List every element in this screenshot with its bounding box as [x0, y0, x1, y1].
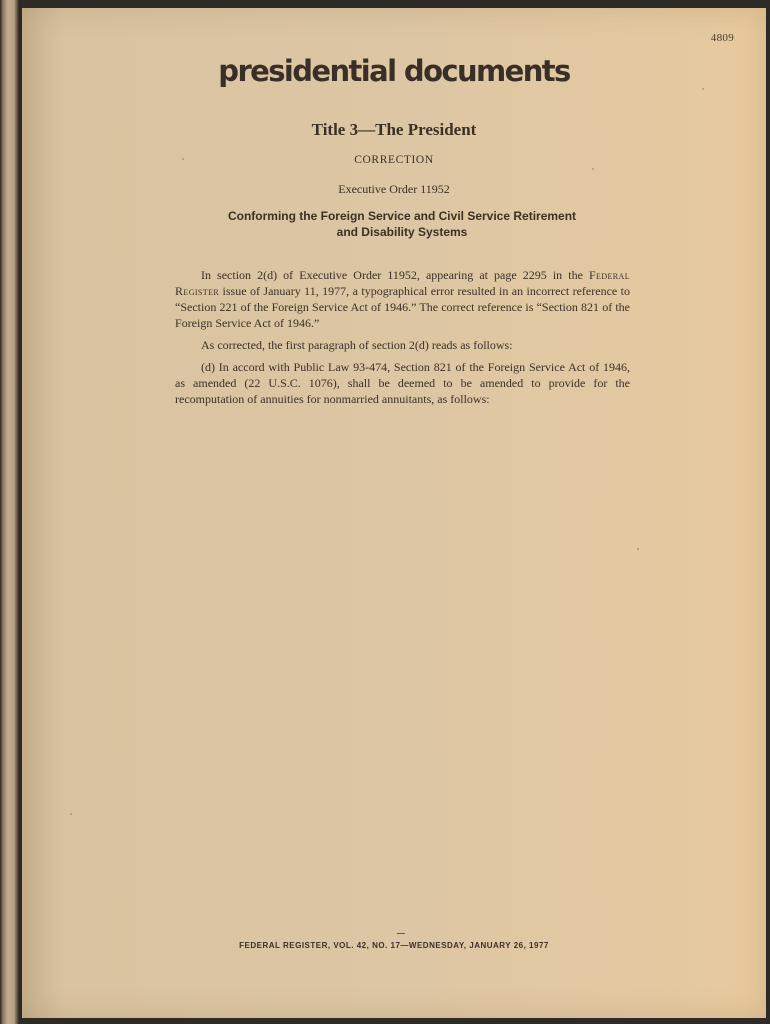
- subject-heading: [172, 208, 632, 240]
- body-text: [175, 267, 630, 413]
- subject-line-2: and Disability Systems: [336, 225, 468, 239]
- paper-speck: [592, 168, 594, 170]
- paper-speck: [637, 548, 639, 550]
- paragraph-1: [175, 267, 630, 331]
- subject-line-1: Conforming the Foreign Service and Civil Service Retirement: [227, 209, 577, 223]
- paper-speck: [70, 813, 72, 815]
- footer-divider: [397, 933, 405, 934]
- masthead: presidential documents: [218, 54, 570, 88]
- page-footer: FEDERAL REGISTER, VOL. 42, NO. 17—WEDNESDAY, JANUARY 26, 1977: [239, 941, 549, 950]
- paragraph-2: As corrected, the first paragraph of section 2(d) reads as follows:: [201, 338, 513, 352]
- paper-speck: [182, 158, 184, 160]
- page-number: 4809: [710, 32, 734, 44]
- paragraph-1-end: issue of January 11, 1977, a typographical error resulted in an incorrect reference to “Section 221 of the Foreign Service Act of 1946.” The correct reference is “Section 821 of the Foreign Service Act of 1946.”: [175, 284, 631, 330]
- executive-order-number: Executive Order 11952: [338, 182, 450, 196]
- register-name: Federal Register: [175, 268, 631, 298]
- paper-speck: [702, 88, 704, 90]
- facing-page-edge: [0, 0, 20, 1024]
- paragraph-1-start: In section 2(d) of Executive Order 11952, appearing at page 2295 in the: [201, 268, 583, 282]
- document-page: [22, 8, 766, 1018]
- page-title: Title 3—The President: [311, 120, 477, 139]
- section-label: CORRECTION: [354, 154, 434, 166]
- paragraph-3: (d) In accord with Public Law 93-474, Section 821 of the Foreign Service Act of 1946, as amended (22 U.S.C. 1076), shall be deemed to be amended to provide for the recomputation of annuities for nonmarried annuitants, as follows:: [175, 360, 630, 406]
